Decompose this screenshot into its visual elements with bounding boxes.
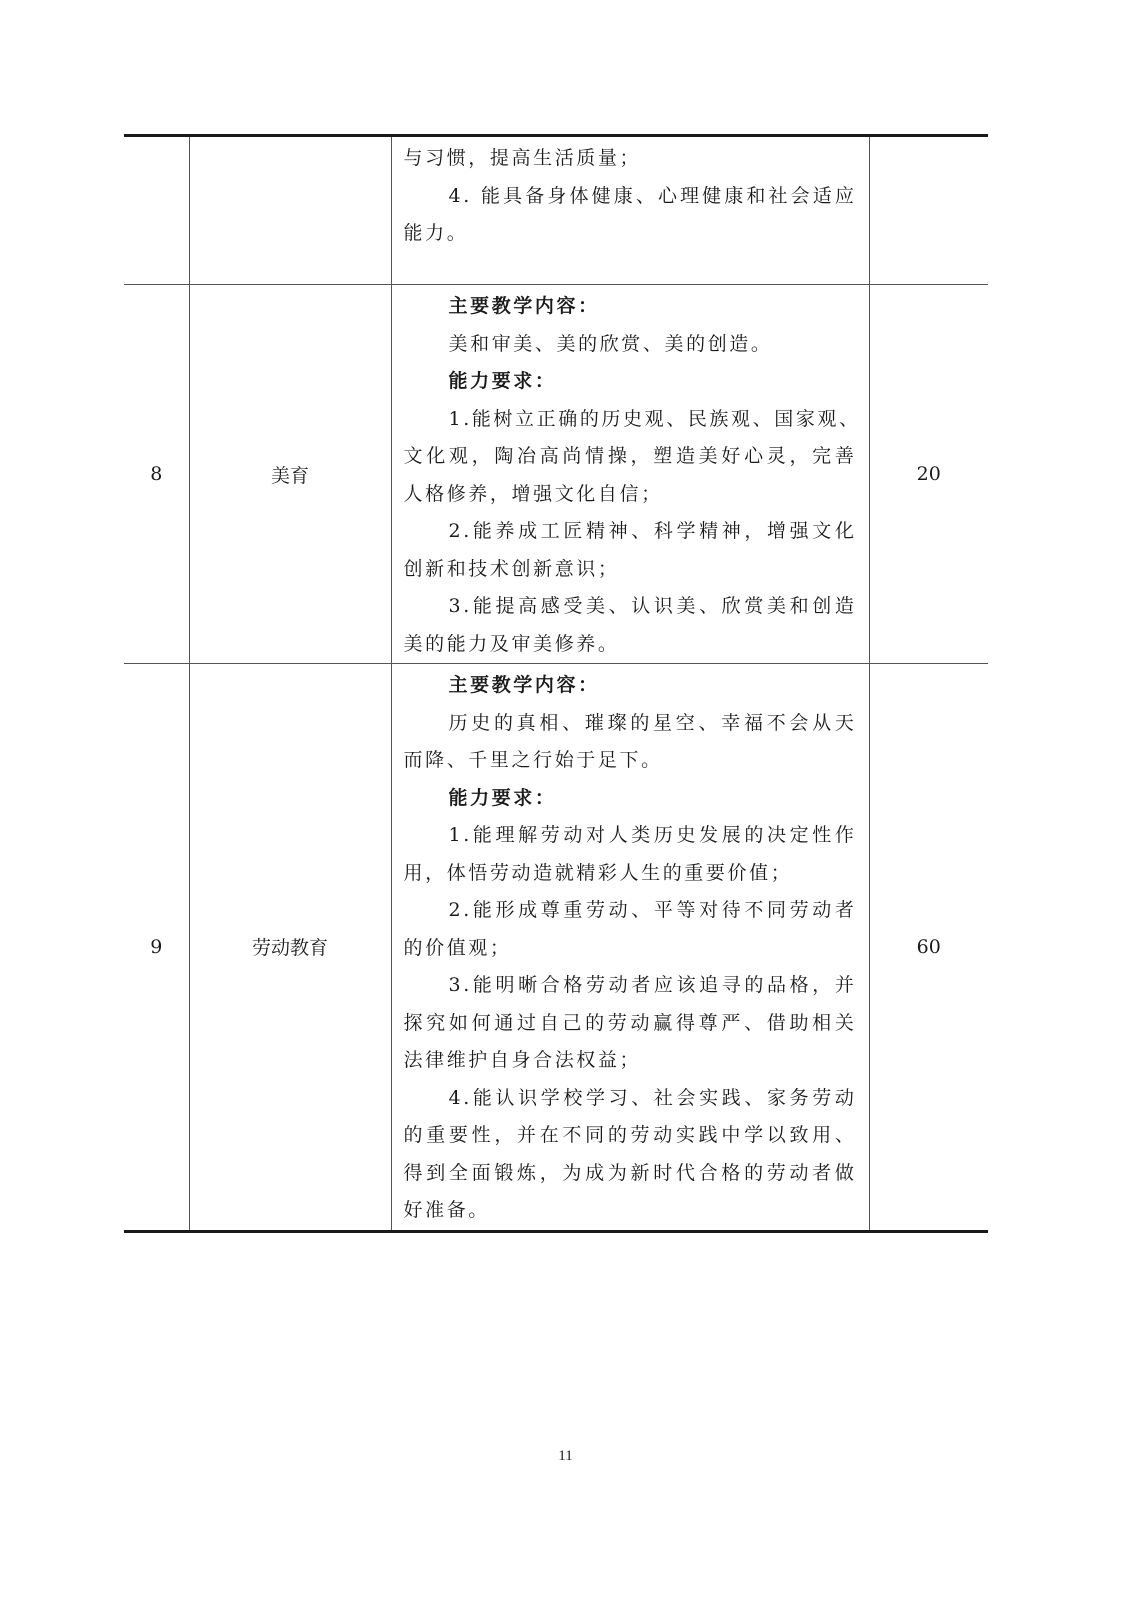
course-number: 9	[124, 664, 189, 1232]
course-description	[391, 664, 869, 1232]
description-line: 3.能明晰合格劳动者应该追寻的品格，并	[448, 974, 857, 996]
course-number	[124, 136, 189, 285]
course-description	[391, 285, 869, 664]
description-line: 2.能养成工匠精神、科学精神，增强文化	[448, 520, 857, 542]
description-line: 4.能认识学校学习、社会实践、家务劳动	[448, 1086, 857, 1109]
table-row	[124, 285, 988, 664]
description-line: 能力。	[403, 222, 469, 244]
page-number: 11	[558, 1448, 573, 1464]
description-line: 2.能形成尊重劳动、平等对待不同劳动者	[448, 899, 857, 921]
table-row	[124, 664, 988, 1232]
description-line: 的重要性，并在不同的劳动实践中学以致用、	[403, 1124, 857, 1146]
course-name: 劳动教育	[189, 664, 391, 1232]
section-heading: 能力要求：	[448, 370, 557, 392]
course-description	[391, 136, 869, 285]
description-line: 得到全面锻炼，为成为新时代合格的劳动者做	[403, 1161, 857, 1184]
course-hours: 20	[869, 285, 988, 664]
description-line: 人格修养，增强文化自信；	[403, 482, 663, 505]
section-heading: 主要教学内容：	[448, 295, 600, 317]
description-line: 创新和技术创新意识；	[403, 557, 620, 580]
description-line: 法律维护自身合法权益；	[403, 1049, 642, 1071]
description-line: 美的能力及审美修养。	[403, 632, 620, 655]
description-line: 探究如何通过自己的劳动赢得尊严、借助相关	[403, 1011, 857, 1034]
section-heading: 主要教学内容：	[448, 674, 600, 696]
section-heading: 能力要求：	[448, 786, 557, 809]
description-line: 与习惯，提高生活质量；	[403, 147, 642, 169]
description-line: 1.能理解劳动对人类历史发展的决定性作	[448, 824, 857, 846]
description-line: 文化观，陶冶高尚情操，塑造美好心灵，完善	[403, 445, 857, 467]
description-line: 用，体悟劳动造就精彩人生的重要价值；	[403, 861, 793, 884]
description-line: 美和审美、美的欣赏、美的创造。	[448, 332, 773, 355]
table-row	[124, 136, 988, 285]
course-hours: 60	[869, 664, 988, 1232]
course-table	[124, 134, 988, 1233]
description-line: 而降、千里之行始于足下。	[403, 749, 663, 771]
course-name: 美育	[189, 285, 391, 664]
description-line: 的价值观；	[403, 936, 512, 959]
description-line: 好准备。	[403, 1199, 490, 1221]
description-line: 3.能提高感受美、认识美、欣赏美和创造	[448, 595, 857, 617]
table-body	[124, 136, 988, 1232]
course-number: 8	[124, 285, 189, 664]
description-line: 历史的真相、璀璨的星空、幸福不会从天	[448, 711, 857, 734]
description-line: 4. 能具备身体健康、心理健康和社会适应	[448, 184, 857, 207]
course-name	[189, 136, 391, 285]
course-hours	[869, 136, 988, 285]
description-line: 1.能树立正确的历史观、民族观、国家观、	[448, 407, 861, 430]
